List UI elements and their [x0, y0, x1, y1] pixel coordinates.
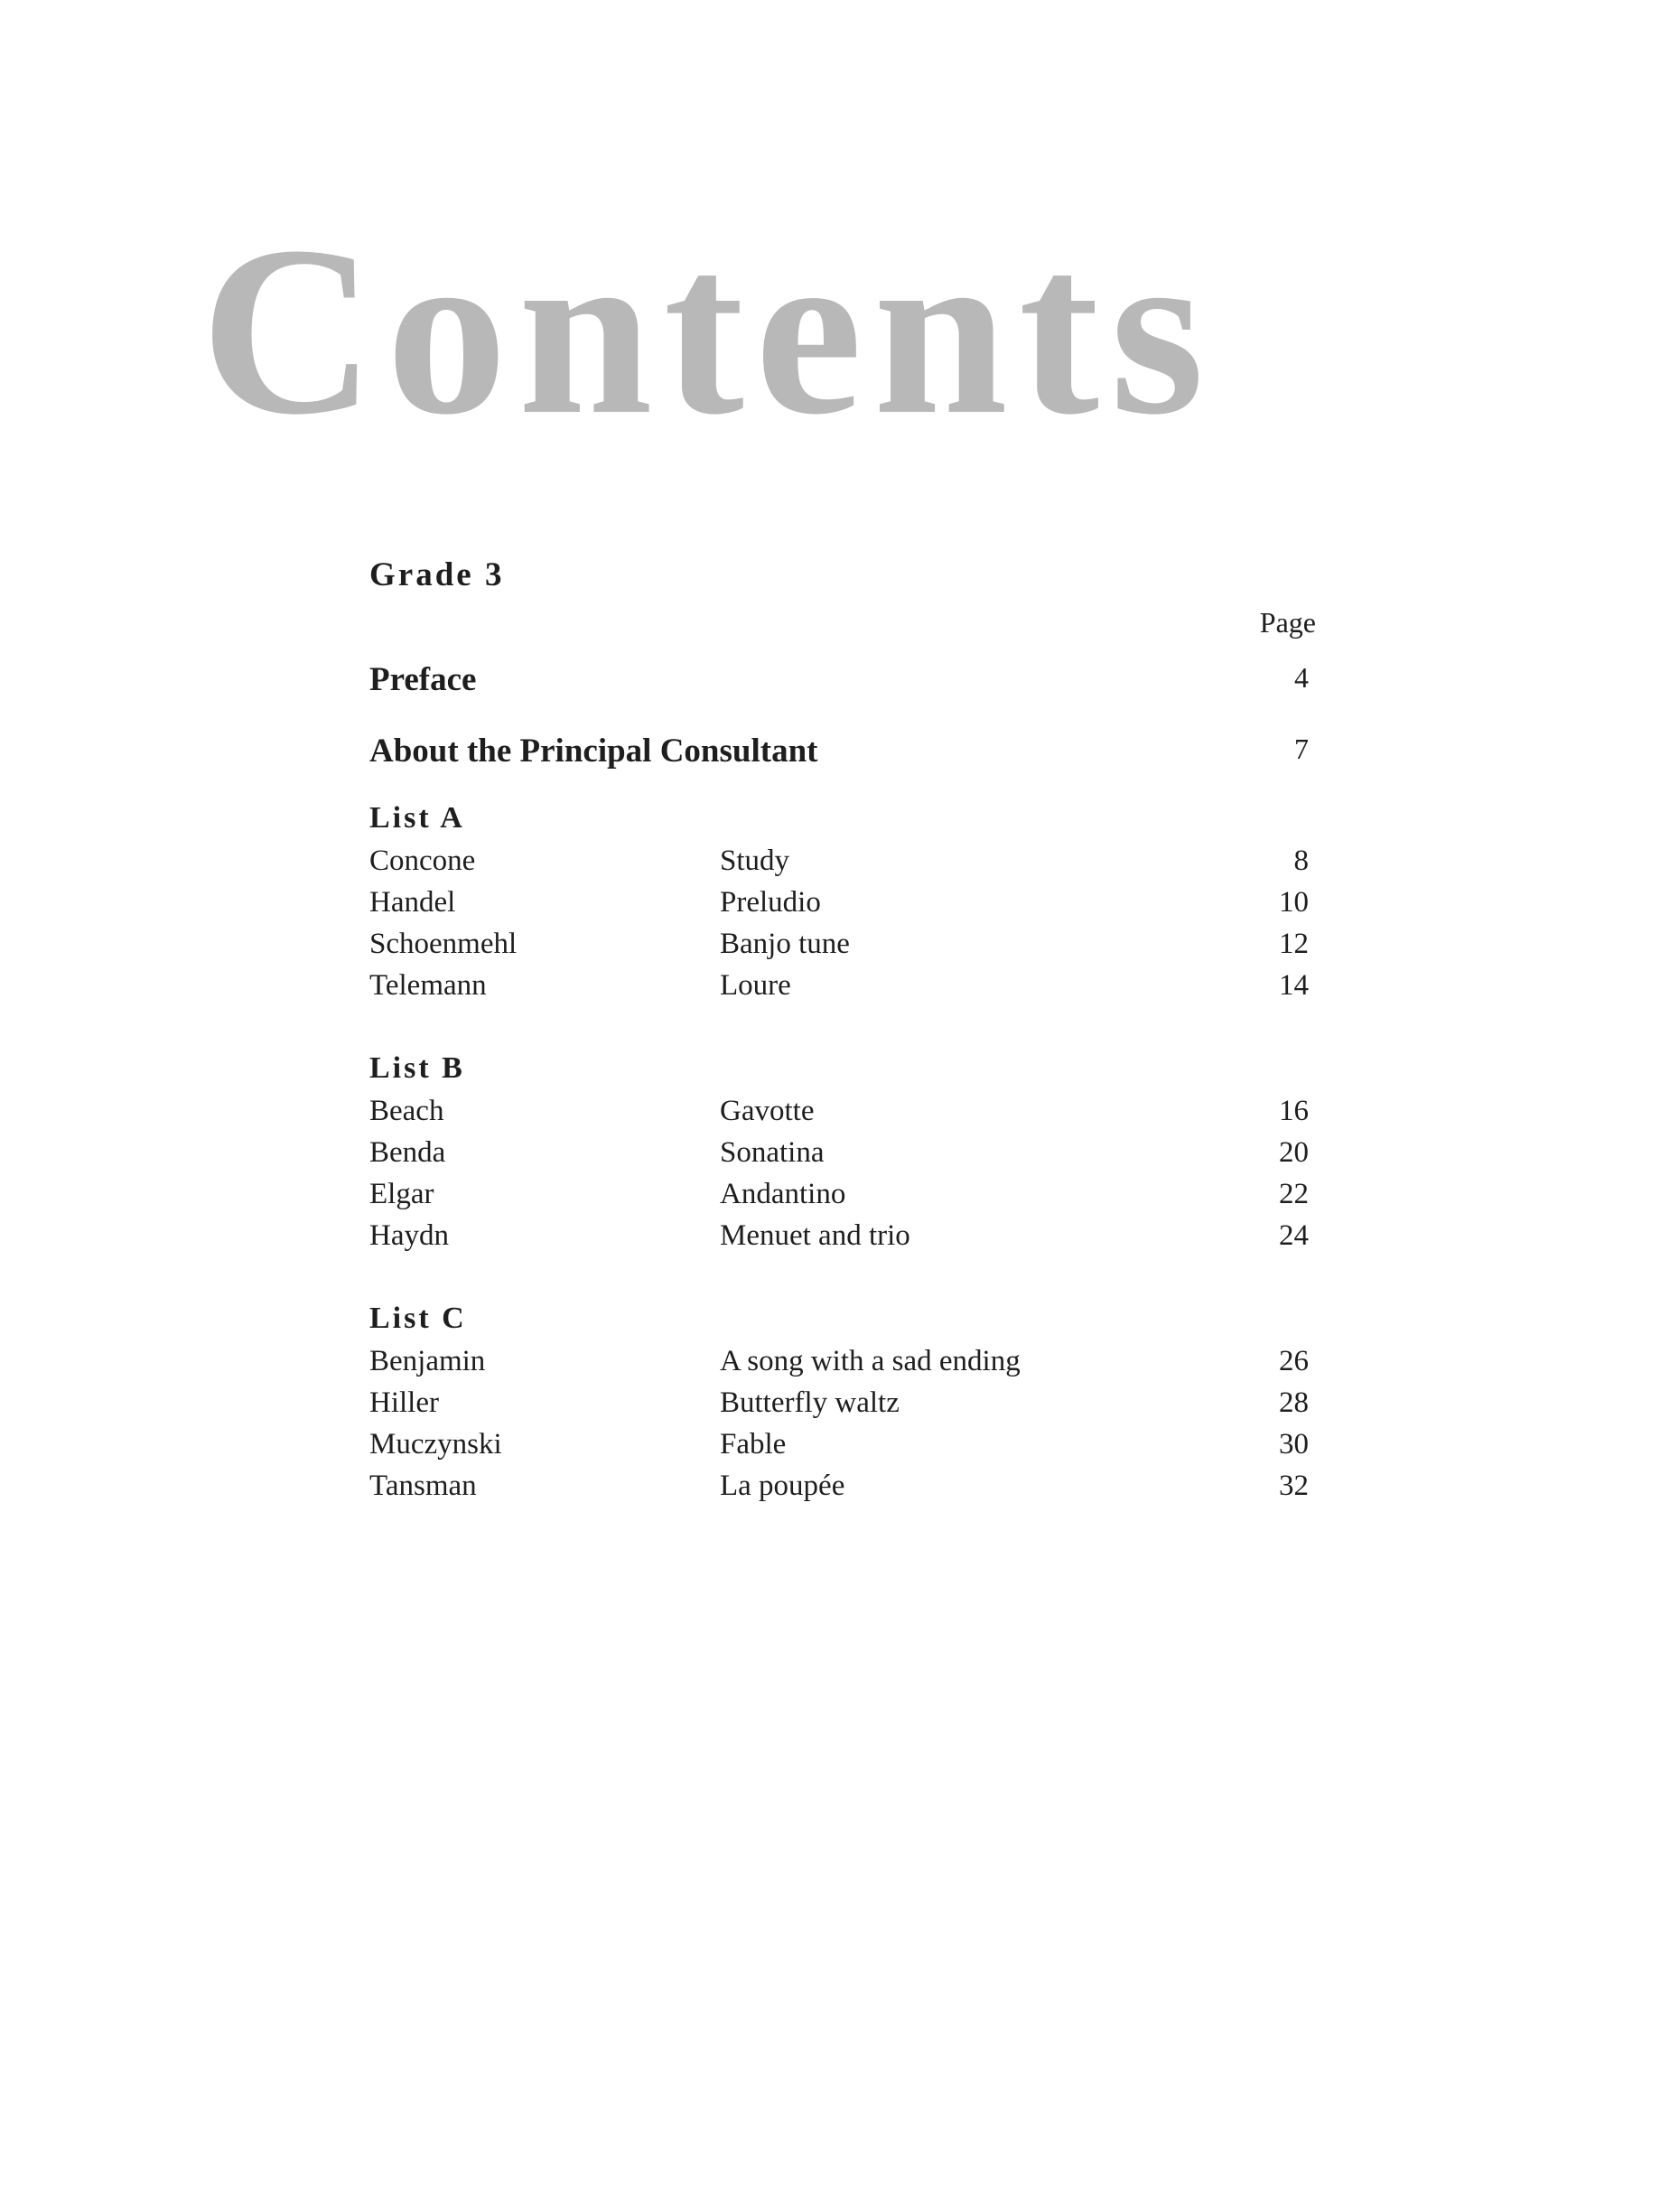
page-number: 14 — [1279, 969, 1309, 1002]
page-number: 10 — [1279, 886, 1309, 919]
composer-name: Benjamin — [369, 1345, 486, 1377]
page-number: 32 — [1279, 1470, 1309, 1502]
page-number: 28 — [1279, 1386, 1309, 1419]
composer-name: Tansman — [369, 1470, 477, 1502]
page-number: 24 — [1279, 1219, 1309, 1252]
piece-title: Fable — [720, 1428, 787, 1461]
table-row[interactable] — [369, 1221, 1309, 1257]
list-a-heading: List A — [369, 801, 465, 835]
table-row[interactable] — [369, 1180, 1309, 1216]
table-row[interactable] — [369, 1388, 1309, 1424]
page-title: Contents — [201, 196, 1216, 464]
table-row[interactable] — [369, 1138, 1309, 1174]
list-b-heading: List B — [369, 1051, 465, 1085]
composer-name: Muczynski — [369, 1428, 502, 1461]
entry-label: About the Principal Consultant — [369, 733, 818, 770]
table-row[interactable] — [369, 888, 1309, 924]
composer-name: Beach — [369, 1095, 444, 1127]
table-row[interactable] — [369, 1471, 1309, 1507]
piece-title: Preludio — [720, 886, 821, 919]
piece-title: Sonatina — [720, 1136, 825, 1169]
piece-title: A song with a sad ending — [720, 1345, 1021, 1377]
piece-title: Butterfly waltz — [720, 1386, 900, 1419]
table-row[interactable] — [369, 1347, 1309, 1383]
entry-label: Preface — [369, 661, 477, 698]
page-number: 30 — [1279, 1428, 1309, 1461]
piece-title: Gavotte — [720, 1095, 815, 1127]
piece-title: Loure — [720, 969, 791, 1002]
table-row[interactable] — [369, 971, 1309, 1007]
composer-name: Handel — [369, 886, 456, 919]
page-number: 16 — [1279, 1095, 1309, 1127]
list-c-heading: List C — [369, 1302, 467, 1335]
page-number: 8 — [1293, 845, 1309, 877]
table-row[interactable] — [369, 1430, 1309, 1466]
piece-title: La poupée — [720, 1470, 845, 1502]
composer-name: Hiller — [369, 1386, 439, 1419]
piece-title: Banjo tune — [720, 928, 850, 960]
piece-title: Menuet and trio — [720, 1219, 910, 1252]
piece-title: Andantino — [720, 1178, 846, 1210]
page-number: 20 — [1279, 1136, 1309, 1169]
page-column-label: Page — [1259, 606, 1316, 639]
composer-name: Concone — [369, 845, 476, 877]
table-row[interactable] — [369, 1097, 1309, 1133]
entry-page-number: 4 — [1294, 661, 1309, 694]
composer-name: Telemann — [369, 969, 487, 1002]
composer-name: Haydn — [369, 1219, 449, 1252]
entry-page-number: 7 — [1294, 733, 1309, 765]
composer-name: Schoenmehl — [369, 928, 518, 960]
table-row[interactable] — [369, 846, 1309, 882]
page-number: 22 — [1279, 1178, 1309, 1210]
composer-name: Elgar — [369, 1178, 434, 1210]
page-number: 12 — [1279, 928, 1309, 960]
composer-name: Benda — [369, 1136, 446, 1169]
grade-title: Grade 3 — [369, 556, 505, 593]
piece-title: Study — [720, 845, 790, 877]
page-number: 26 — [1279, 1345, 1309, 1377]
table-row[interactable] — [369, 929, 1309, 966]
